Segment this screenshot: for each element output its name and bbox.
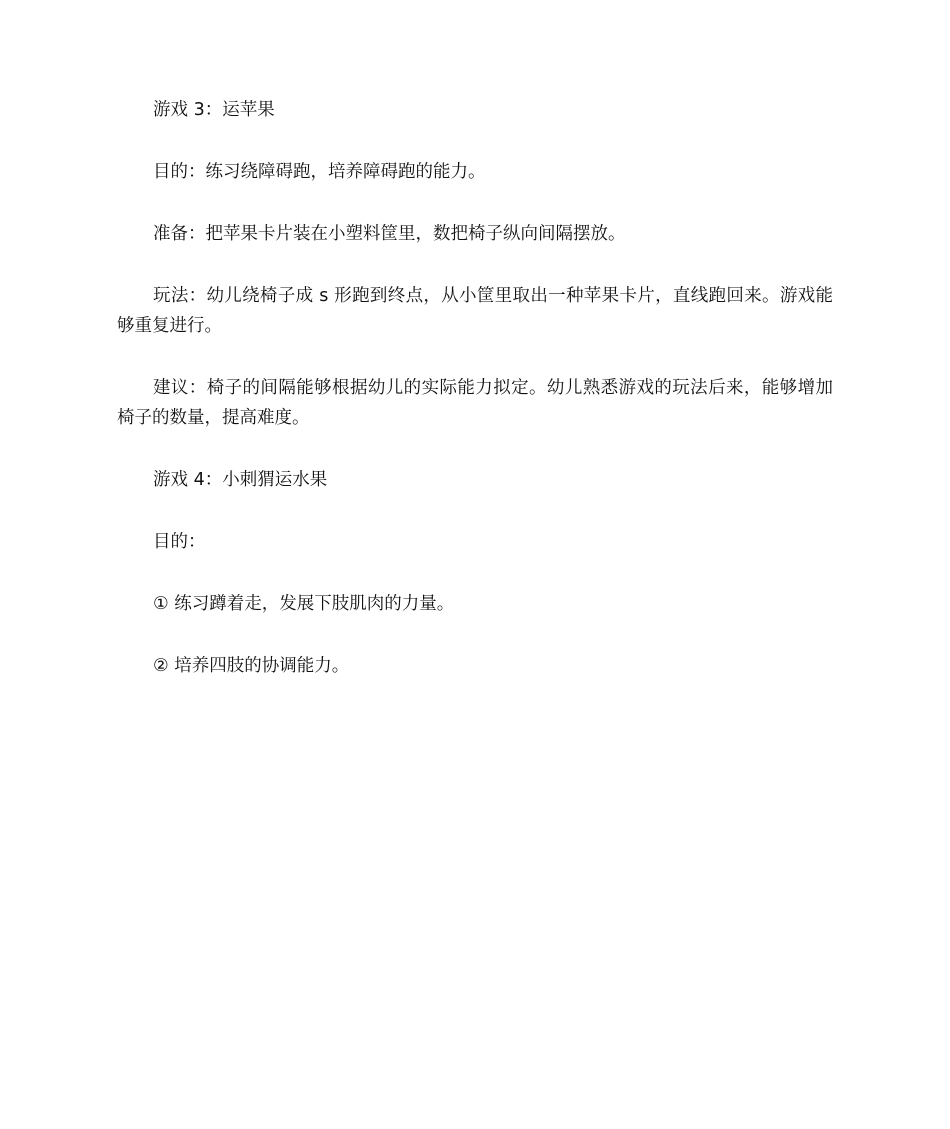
game-3-gameplay: 玩法：幼儿绕椅子成 s 形跑到终点，从小筐里取出一种苹果卡片，直线跑回来。游戏能够重复进行。	[117, 286, 833, 336]
game-4-purpose-label: 目的：	[153, 532, 206, 552]
game-3-purpose: 目的：练习绕障碍跑，培养障碍跑的能力。	[153, 162, 486, 182]
game-4-heading: 游戏 4：小刺猬运水果	[153, 470, 328, 490]
game-4-purpose-item-1: ① 练习蹲着走，发展下肢肌肉的力量。	[153, 594, 455, 614]
document-body	[117, 95, 833, 713]
game-3-heading: 游戏 3：运苹果	[153, 100, 275, 120]
game-3-preparation: 准备：把苹果卡片装在小塑料筐里，数把椅子纵向间隔摆放。	[153, 224, 626, 244]
game-4-purpose-item-2: ② 培养四肢的协调能力。	[153, 656, 350, 676]
game-3-suggestion: 建议：椅子的间隔能够根据幼儿的实际能力拟定。幼儿熟悉游戏的玩法后来，能够增加椅子的数量，提高难度。	[117, 378, 833, 428]
